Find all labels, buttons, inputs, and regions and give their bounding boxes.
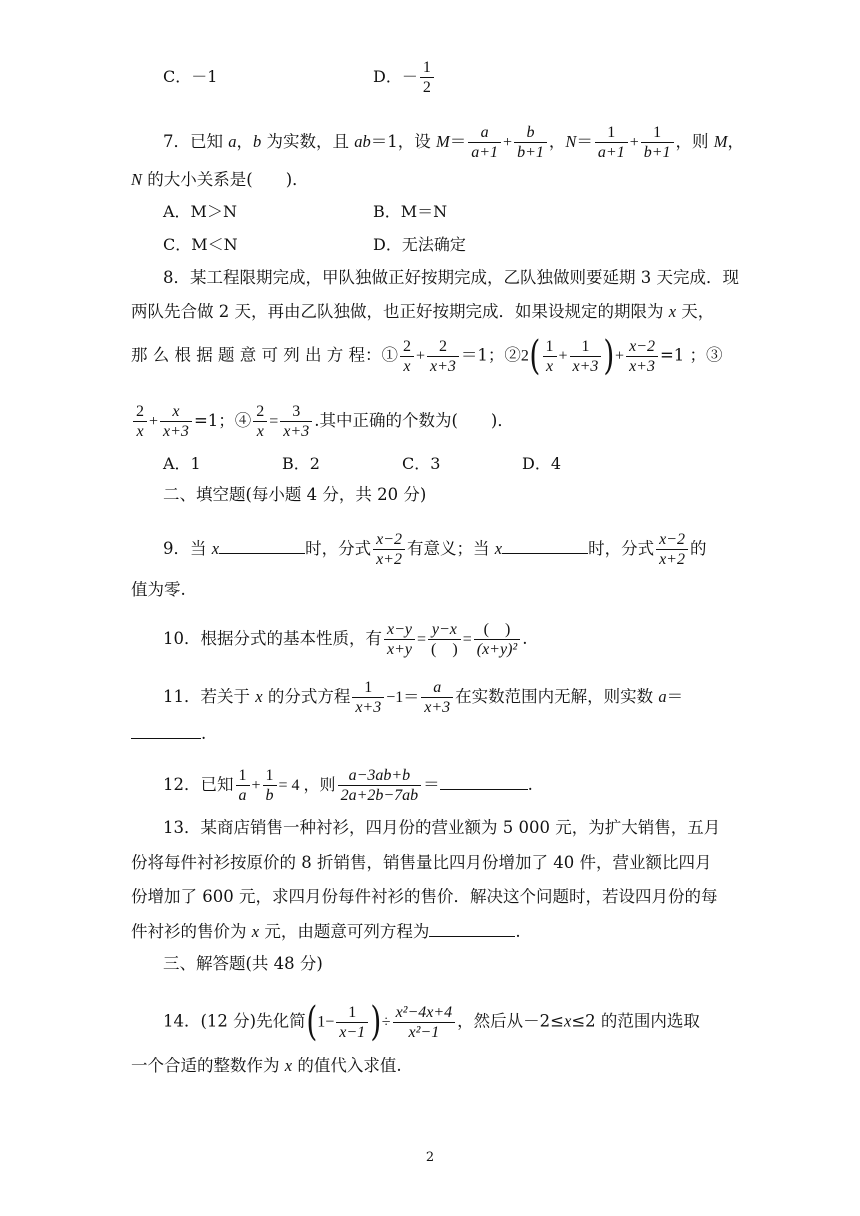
numerator: a−3ab+b <box>338 766 422 786</box>
var: M <box>436 132 450 151</box>
text: 一个合适的整数作为 <box>131 1056 285 1075</box>
var: N <box>565 132 577 151</box>
q11-line1 <box>163 678 683 717</box>
fraction <box>393 1003 456 1042</box>
denominator: x <box>136 423 144 440</box>
fraction <box>400 337 414 376</box>
text: 两队先合做 2 天，再由乙队独做，也正好按期完成．如果设规定的期限为 <box>131 302 669 321</box>
section-2-heading: 二、填空题(每小题 4 分，共 20 分) <box>163 485 427 504</box>
text: . <box>522 629 528 648</box>
fraction <box>236 766 250 805</box>
numerator: 2 <box>133 402 147 422</box>
text: = 4 ，则 <box>278 777 336 794</box>
denominator: x+y <box>387 641 412 658</box>
q14-line1: 14．(12 分)先化简(1− $\frac{1}{x-1}$ )÷ $\frac{\text{x²−4x+4}}{\text{x²−1}}$ ，然后从－2≤x≤2 的范围内选取 <box>163 999 700 1045</box>
text: 天， <box>676 302 715 321</box>
q8-option-c: C．3 <box>402 454 441 473</box>
q9-line2: 值为零. <box>131 580 186 599</box>
denominator: b <box>265 787 274 804</box>
q7-line1 <box>163 123 744 162</box>
numerator: 1 <box>420 58 434 78</box>
numerator: y−x <box>428 620 461 640</box>
text: =1 ；③ <box>659 345 723 365</box>
text: ＝ <box>666 687 684 706</box>
q7-option-c: C．M＜N <box>163 235 238 254</box>
denominator: x+3 <box>163 423 189 440</box>
denominator: x+3 <box>283 423 310 440</box>
text: + <box>629 134 639 151</box>
numerator: 1 <box>543 337 557 357</box>
text: .其中正确的个数为( )． <box>314 411 514 430</box>
numerator: x²−4x+4 <box>393 1003 456 1023</box>
answer-blank <box>429 920 515 937</box>
fraction <box>420 58 434 97</box>
denominator: 2a+2b−7ab <box>340 787 419 804</box>
fraction <box>595 123 628 162</box>
q7-option-d: D．无法确定 <box>373 235 466 254</box>
text: 有意义；当 <box>406 539 495 558</box>
numerator: x <box>160 402 192 422</box>
numerator: 1 <box>595 123 628 143</box>
fraction <box>626 337 658 376</box>
text: 件衬衫的售价为 <box>131 922 252 941</box>
fraction <box>421 678 453 717</box>
text: . <box>527 775 533 794</box>
text: 12．已知 <box>163 775 234 794</box>
denominator: x <box>403 357 411 375</box>
text: ≤2 的范围内选取 <box>571 1011 700 1031</box>
answer-blank <box>131 722 201 739</box>
var: ab <box>354 132 371 151</box>
q6-option-d-label: D．－ <box>373 67 418 86</box>
text: 的 <box>689 539 707 558</box>
var: M <box>713 132 728 151</box>
section-3-heading: 三、解答题(共 48 分) <box>163 954 323 973</box>
denominator: b+1 <box>517 144 544 161</box>
var: x <box>251 922 260 941</box>
q6-option-c: C．－1 <box>163 67 218 86</box>
denominator: x+3 <box>355 699 382 716</box>
q8-line1: 8．某工程限期完成，甲队独做正好按期完成，乙队独做则要延期 3 天完成．现 <box>163 268 739 287</box>
denominator: x <box>256 423 264 440</box>
q6-option-d <box>373 58 436 97</box>
denominator: (x+y)² <box>476 641 518 658</box>
fraction <box>263 766 277 805</box>
fraction <box>133 402 147 441</box>
denominator: x+3 <box>629 357 655 375</box>
denominator: a+1 <box>597 144 625 161</box>
denominator: a+1 <box>471 144 499 161</box>
numerator: x−y <box>384 620 415 640</box>
numerator: 1 <box>263 766 277 786</box>
fraction <box>160 402 192 441</box>
fraction <box>352 678 384 717</box>
fraction <box>338 766 422 805</box>
text: ＝ <box>449 132 467 151</box>
fraction <box>280 402 312 441</box>
denominator: 2 <box>422 79 431 96</box>
q11-line2 <box>131 722 206 744</box>
text: . <box>515 922 521 941</box>
fraction <box>514 123 547 162</box>
text: ＝ <box>423 775 440 794</box>
q13-line1: 13．某商店销售一种衬衫，四月份的营业额为 5 000 元，为扩大销售，五月 <box>163 818 721 837</box>
text: 10．根据分式的基本性质，有 <box>163 629 382 648</box>
numerator: 1 <box>641 123 674 143</box>
answer-blank <box>219 537 305 554</box>
numerator: a <box>468 123 501 143</box>
numerator: 1 <box>236 766 250 786</box>
fraction <box>427 337 459 376</box>
numerator: 1 <box>570 337 602 357</box>
fraction <box>384 620 415 659</box>
numerator: 3 <box>280 402 312 422</box>
text: ， <box>236 132 253 151</box>
q7-line2 <box>131 170 309 190</box>
text: ÷ <box>381 1013 391 1031</box>
denominator: x−1 <box>339 1023 366 1041</box>
text: . <box>201 724 207 743</box>
text: 的分式方程 <box>262 687 351 706</box>
text: 元，由题意可列方程为 <box>259 922 430 941</box>
page-number: 2 <box>425 1150 435 1165</box>
fraction <box>570 337 602 376</box>
text: 那 么 根 据 题 意 可 列 出 方 程：① <box>131 345 398 365</box>
denominator: x+3 <box>424 699 451 716</box>
text: + <box>251 777 261 794</box>
var: N <box>131 170 143 189</box>
text: =1；④ <box>193 411 252 430</box>
denominator: a <box>238 787 247 804</box>
text: −1＝ <box>386 689 420 706</box>
numerator: x−2 <box>626 337 658 357</box>
fraction <box>543 337 557 376</box>
text: ， <box>548 132 566 151</box>
var: b <box>253 132 262 151</box>
text: 2 <box>520 347 529 365</box>
denominator: ( ) <box>431 641 458 658</box>
text: 在实数范围内无解，则实数 <box>455 687 659 706</box>
text: 9．当 <box>163 539 212 558</box>
text: 7．已知 <box>163 132 229 151</box>
q9-line1 <box>163 530 706 569</box>
text: 1− <box>317 1013 335 1031</box>
var: x <box>563 1011 572 1031</box>
q13-line2: 份将每件衬衫按原价的 8 折销售，销售量比四月份增加了 40 件，营业额比四月 <box>131 853 712 872</box>
denominator: b+1 <box>643 144 671 161</box>
q7-option-a: A．M＞N <box>163 202 237 221</box>
q10-line: 10．根据分式的基本性质，有 $\frac{x-y}{x+y}$ = $\frac{y-x}{( )}$ = $\frac{( )}{\text{(x+y)²}}$ . <box>163 621 528 658</box>
fraction <box>474 620 520 659</box>
fraction <box>253 402 267 441</box>
q7-option-b: B．M＝N <box>373 202 448 221</box>
numerator: 1 <box>336 1003 368 1023</box>
q12-line <box>163 766 533 805</box>
q13-line3: 份增加了 600 元，求四月份每件衬衫的售价．解决这个问题时，若设四月份的每 <box>131 887 718 906</box>
text: ＝ <box>576 132 593 151</box>
q8-option-a: A．1 <box>163 454 201 473</box>
denominator: x+3 <box>429 357 456 375</box>
q8-line2 <box>131 302 714 322</box>
answer-blank <box>502 537 588 554</box>
var: a <box>658 687 667 706</box>
text: ＝1；② <box>460 345 521 365</box>
var: a <box>228 132 237 151</box>
answer-blank <box>440 773 528 790</box>
text: ， <box>727 132 745 151</box>
q8-option-d: D．4 <box>522 454 562 473</box>
denominator: x+2 <box>376 551 402 568</box>
fraction <box>656 530 688 569</box>
var: x <box>255 687 263 706</box>
q8-option-b: B．2 <box>282 454 320 473</box>
numerator: 2 <box>253 402 267 422</box>
text: ，则 <box>675 132 714 151</box>
fraction <box>373 530 405 569</box>
text: 的大小关系是( )． <box>142 170 309 189</box>
q13-line4 <box>131 920 521 942</box>
q8-line3: 那 么 根 据 题 意 可 列 出 方 程：① $\frac{2}{x}$ + $\frac{2}{x+3}$ ＝1；②2( $\frac{1}{x}$ + $\frac{1}{x+3}$ )+ $\frac{x-2}{x+3}$ =1 ；③ <box>131 333 723 379</box>
text: 14．(12 分)先化简 <box>163 1011 306 1031</box>
numerator: b <box>514 123 547 143</box>
numerator: x−2 <box>656 530 688 550</box>
text: 为实数，且 <box>261 132 355 151</box>
text: 的值代入求值. <box>292 1056 402 1075</box>
numerator: a <box>421 678 453 698</box>
numerator: ( ) <box>474 620 520 640</box>
numerator: 1 <box>352 678 384 698</box>
var: x <box>494 539 503 558</box>
fraction <box>468 123 501 162</box>
fraction <box>428 620 461 659</box>
fraction <box>336 1003 368 1042</box>
text: 时，分式 <box>588 539 655 558</box>
var: x <box>284 1056 293 1075</box>
text: 11．若关于 <box>163 687 256 706</box>
var: x <box>668 302 677 321</box>
denominator: x+2 <box>659 551 685 568</box>
denominator: x²−1 <box>408 1023 440 1041</box>
denominator: x+3 <box>572 357 599 375</box>
denominator: x <box>545 357 554 375</box>
numerator: 2 <box>400 337 414 357</box>
text: ＝1，设 <box>370 132 436 151</box>
numerator: 2 <box>427 337 459 357</box>
q8-line4: $\frac{2}{x}$ + $\frac{x}{x+3}$ =1；④ $\frac{2}{x}$ = $\frac{3}{x+3}$ .其中正确的个数为( )． <box>131 402 514 441</box>
text: ，然后从－2≤ <box>457 1011 564 1031</box>
var: x <box>211 539 220 558</box>
text: + <box>503 134 513 151</box>
fraction <box>641 123 674 162</box>
text: 时，分式 <box>305 539 372 558</box>
numerator: x−2 <box>373 530 405 550</box>
q14-line2 <box>131 1056 402 1076</box>
